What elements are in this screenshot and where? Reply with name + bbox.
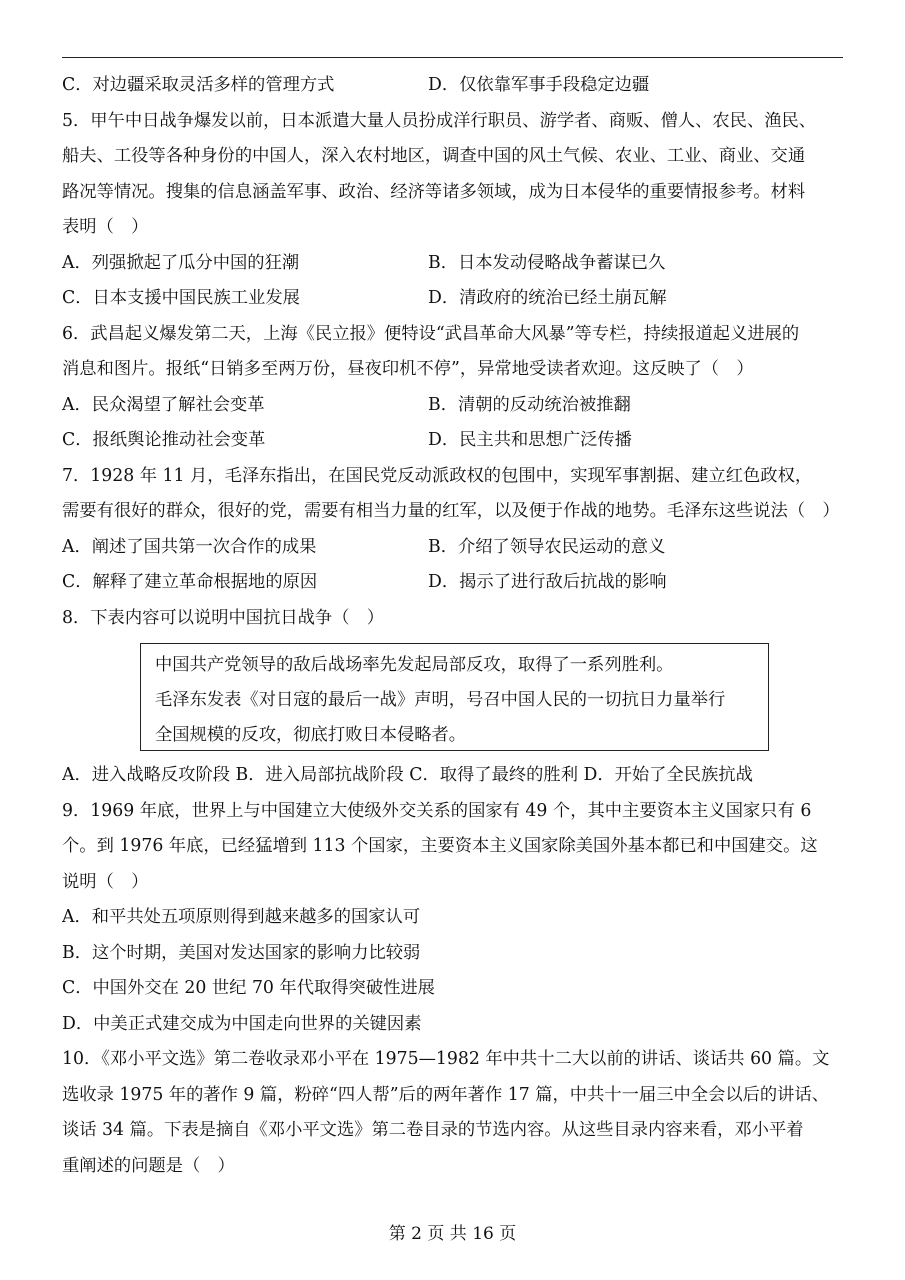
q5-option-a[interactable]: A．列强掀起了瓜分中国的狂潮: [62, 252, 300, 273]
q10-stem-line: 重阐述的问题是（ ）: [62, 1155, 235, 1176]
q9-option-c[interactable]: C．中国外交在 20 世纪 70 年代取得突破性进展: [62, 978, 435, 998]
question-7: [62, 459, 843, 601]
question-8: [62, 601, 843, 794]
q9-stem-line: 个。到 1976 年底，已经猛增到 113 个国家，主要资本主义国家除美国外基本都已和中国建交。这: [62, 836, 818, 856]
q5-stem-line: 表明（ ）: [62, 217, 149, 237]
q6-option-a[interactable]: A．民众渴望了解社会变革: [62, 394, 265, 415]
q5-stem-line: 路况等情况。搜集的信息涵盖军事、政治、经济等诸多领域，成为日本侵华的重要情报参考。材料: [62, 181, 806, 202]
q7-options-row: [62, 565, 843, 601]
q8-options[interactable]: A．进入战略反攻阶段 B．进入局部抗战阶段 C．取得了最终的胜利 D．开始了全民族抗战: [62, 765, 753, 785]
q8-box-line: 毛泽东发表《对日寇的最后一战》声明，号召中国人民的一切抗日力量举行: [155, 690, 726, 710]
q4-option-d[interactable]: D．仅依靠军事手段稳定边疆: [428, 75, 650, 95]
q7-stem-line: 7．1928 年 11 月，毛泽东指出，在国民党反动派政权的包围中，实现军事割据、建立红色政权，: [62, 465, 813, 486]
q5-option-c[interactable]: C．日本支援中国民族工业发展: [62, 288, 300, 308]
q9-stem-line: 9．1969 年底，世界上与中国建立大使级外交关系的国家有 49 个，其中主要资本主义国家只有 6: [62, 800, 812, 821]
q5-stem-line: 5．甲午中日战争爆发以前，日本派遣大量人员扮成洋行职员、游学者、商贩、僧人、农民、渔民、: [62, 110, 817, 131]
q6-options-row: [62, 423, 843, 459]
q6-options-row: [62, 388, 843, 424]
q4-option-c[interactable]: C．对边疆采取灵活多样的管理方式: [62, 75, 335, 95]
q7-stem-line: 需要有很好的群众，很好的党，需要有相当力量的红军，以及便于作战的地势。毛泽东这些说法（ ）: [62, 501, 840, 521]
q6-stem-line: 消息和图片。报纸“日销多至两万份，昼夜印机不停”，异常地受读者欢迎。这反映了（ ）: [62, 359, 754, 379]
q7-option-d[interactable]: D．揭示了进行敌后抗战的影响: [428, 572, 667, 592]
page-number: 第 2 页 共 16 页: [388, 1224, 517, 1244]
q8-stem: 8．下表内容可以说明中国抗日战争（ ）: [62, 607, 385, 628]
q9-stem-line: 说明（ ）: [62, 871, 149, 892]
q5-stem-line: 船夫、工役等各种身份的中国人，深入农村地区，调查中国的风土气候、农业、工业、商业、交通: [62, 146, 806, 166]
q10-stem-line: 谈话 34 篇。下表是摘自《邓小平文选》第二卷目录的节选内容。从这些目录内容来看，邓小平着: [62, 1120, 804, 1140]
question-9: [62, 794, 843, 1043]
q7-option-c[interactable]: C．解释了建立革命根据地的原因: [62, 572, 318, 592]
page-content: [62, 68, 843, 1184]
q7-option-a[interactable]: A．阐述了国共第一次合作的成果: [62, 536, 317, 557]
q5-options-row: [62, 281, 843, 317]
q9-option-b[interactable]: B．这个时期，美国对发达国家的影响力比较弱: [62, 942, 421, 963]
q6-option-c[interactable]: C．报纸舆论推动社会变革: [62, 430, 266, 450]
q9-option-a[interactable]: A．和平共处五项原则得到越来越多的国家认可: [62, 907, 421, 927]
q5-option-b[interactable]: B．日本发动侵略战争蓄谋已久: [428, 252, 666, 273]
q6-stem-line: 6．武昌起义爆发第二天，上海《民立报》便特设“武昌革命大风暴”等专栏，持续报道起义进展的: [62, 323, 800, 344]
q6-option-b[interactable]: B．清朝的反动统治被推翻: [428, 394, 631, 415]
q5-option-d[interactable]: D．清政府的统治已经土崩瓦解: [428, 288, 667, 308]
question-5: [62, 104, 843, 317]
q6-option-d[interactable]: D．民主共和思想广泛传播: [428, 430, 632, 450]
q7-option-b[interactable]: B．介绍了领导农民运动的意义: [428, 536, 666, 557]
q9-option-d[interactable]: D．中美正式建交成为中国走向世界的关键因素: [62, 1013, 422, 1034]
question-6: [62, 317, 843, 459]
q8-box-line: 全国规模的反攻，彻底打败日本侵略者。: [155, 725, 467, 745]
q8-material-box: [140, 643, 769, 751]
q5-options-row: [62, 246, 843, 282]
question-10: [62, 1042, 843, 1184]
q10-stem-line: 选收录 1975 年的著作 9 篇，粉碎“四人帮”后的两年著作 17 篇，中共十一届三中全会以后的讲话、: [62, 1084, 830, 1105]
q8-box-line: 中国共产党领导的敌后战场率先发起局部反攻，取得了一系列胜利。: [155, 655, 674, 675]
top-rule: [62, 57, 843, 58]
q7-options-row: [62, 530, 843, 566]
q10-stem-line: 10．《邓小平文选》第二卷收录邓小平在 1975—1982 年中共十二大以前的讲话、谈话共 60 篇。文: [62, 1049, 830, 1069]
q4-options-row: [62, 68, 843, 104]
